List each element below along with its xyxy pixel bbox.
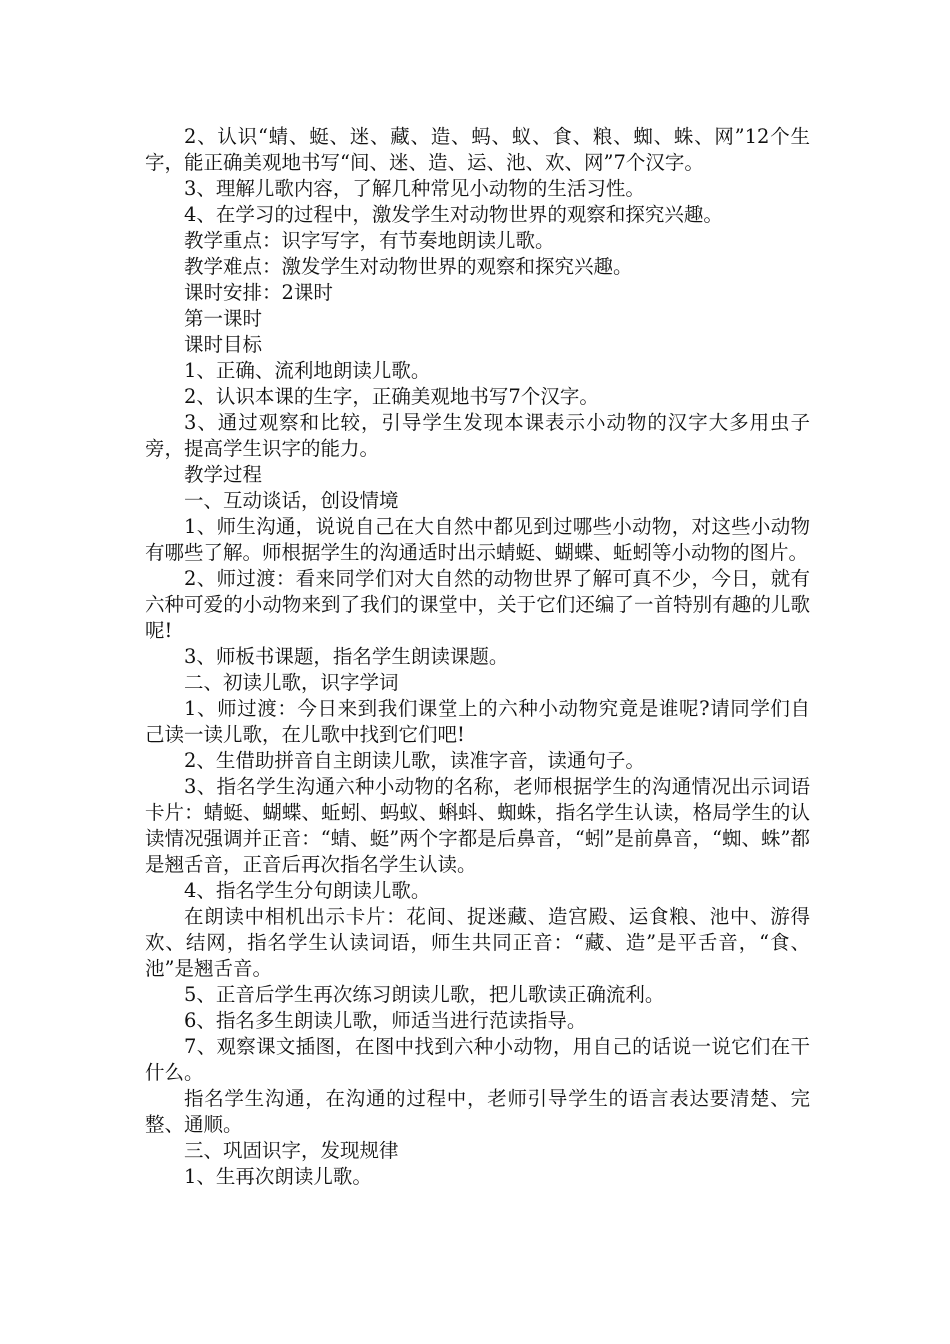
paragraph-15: 2、师过渡：看来同学们对大自然的动物世界了解可真不少，今日，就有六种可爱的小动物来到了我们的课堂中，关于它们还编了一首特别有趣的儿歌呢!	[145, 567, 810, 642]
document-body	[145, 124, 810, 1190]
paragraph-23: 5、正音后学生再次练习朗读儿歌，把儿歌读正确流利。	[184, 983, 665, 1006]
paragraph-17: 二、初读儿歌，识字学词	[184, 671, 399, 694]
paragraph-20: 3、指名学生沟通六种小动物的名称，老师根据学生的沟通情况出示词语卡片：蜻蜓、蝴蝶、蚯蚓、蚂蚁、蝌蚪、蜘蛛，指名学生认读，格局学生的认读情况强调并正音：“蜻、蜓”两个字都是后鼻音，“蚓”是前鼻音，“蜘、蛛”都是翘舌音，正音后再次指名学生认读。	[145, 775, 810, 876]
paragraph-1: 2、认识“蜻、蜓、迷、藏、造、蚂、蚁、食、粮、蜘、蛛、网”12个生字，能正确美观地书写“间、迷、造、运、池、欢、网”7个汉字。	[145, 125, 810, 174]
paragraph-7: 第一课时	[184, 307, 263, 330]
paragraph-24: 6、指名多生朗读儿歌，师适当进行范读指导。	[184, 1009, 587, 1032]
paragraph-19: 2、生借助拼音自主朗读儿歌，读准字音，读通句子。	[184, 749, 645, 772]
paragraph-26: 指名学生沟通，在沟通的过程中，老师引导学生的语言表达要清楚、完整、通顺。	[145, 1087, 810, 1136]
paragraph-28: 1、生再次朗读儿歌。	[184, 1165, 372, 1188]
paragraph-14: 1、师生沟通，说说自己在大自然中都见到过哪些小动物，对这些小动物有哪些了解。师根据学生的沟通适时出示蜻蜓、蝴蝶、蚯蚓等小动物的图片。	[145, 515, 810, 564]
paragraph-10: 2、认识本课的生字，正确美观地书写7个汉字。	[184, 385, 599, 408]
paragraph-21: 4、指名学生分句朗读儿歌。	[184, 879, 431, 902]
paragraph-6: 课时安排：2课时	[184, 281, 333, 304]
paragraph-8: 课时目标	[184, 333, 263, 356]
paragraph-18: 1、师过渡：今日来到我们课堂上的六种小动物究竟是谁呢?请同学们自己读一读儿歌，在儿歌中找到它们吧!	[145, 697, 810, 746]
paragraph-12: 教学过程	[184, 463, 263, 486]
paragraph-5: 教学难点：激发学生对动物世界的观察和探究兴趣。	[184, 255, 633, 278]
paragraph-27: 三、巩固识字，发现规律	[184, 1139, 399, 1162]
paragraph-22: 在朗读中相机出示卡片：花间、捉迷藏、造宫殿、运食粮、池中、游得欢、结网，指名学生认读词语，师生共同正音：“藏、造”是平舌音，“食、池”是翘舌音。	[145, 905, 810, 980]
paragraph-2: 3、理解儿歌内容，了解几种常见小动物的生活习性。	[184, 177, 645, 200]
paragraph-16: 3、师板书课题，指名学生朗读课题。	[184, 645, 509, 668]
paragraph-25: 7、观察课文插图，在图中找到六种小动物，用自己的话说一说它们在干什么。	[145, 1035, 810, 1084]
paragraph-3: 4、在学习的过程中，激发学生对动物世界的观察和探究兴趣。	[184, 203, 723, 226]
paragraph-11: 3、通过观察和比较，引导学生发现本课表示小动物的汉字大多用虫子旁，提高学生识字的能力。	[145, 411, 810, 460]
paragraph-4: 教学重点：识字写字，有节奏地朗读儿歌。	[184, 229, 555, 252]
paragraph-13: 一、互动谈话，创设情境	[184, 489, 399, 512]
paragraph-9: 1、正确、流利地朗读儿歌。	[184, 359, 431, 382]
